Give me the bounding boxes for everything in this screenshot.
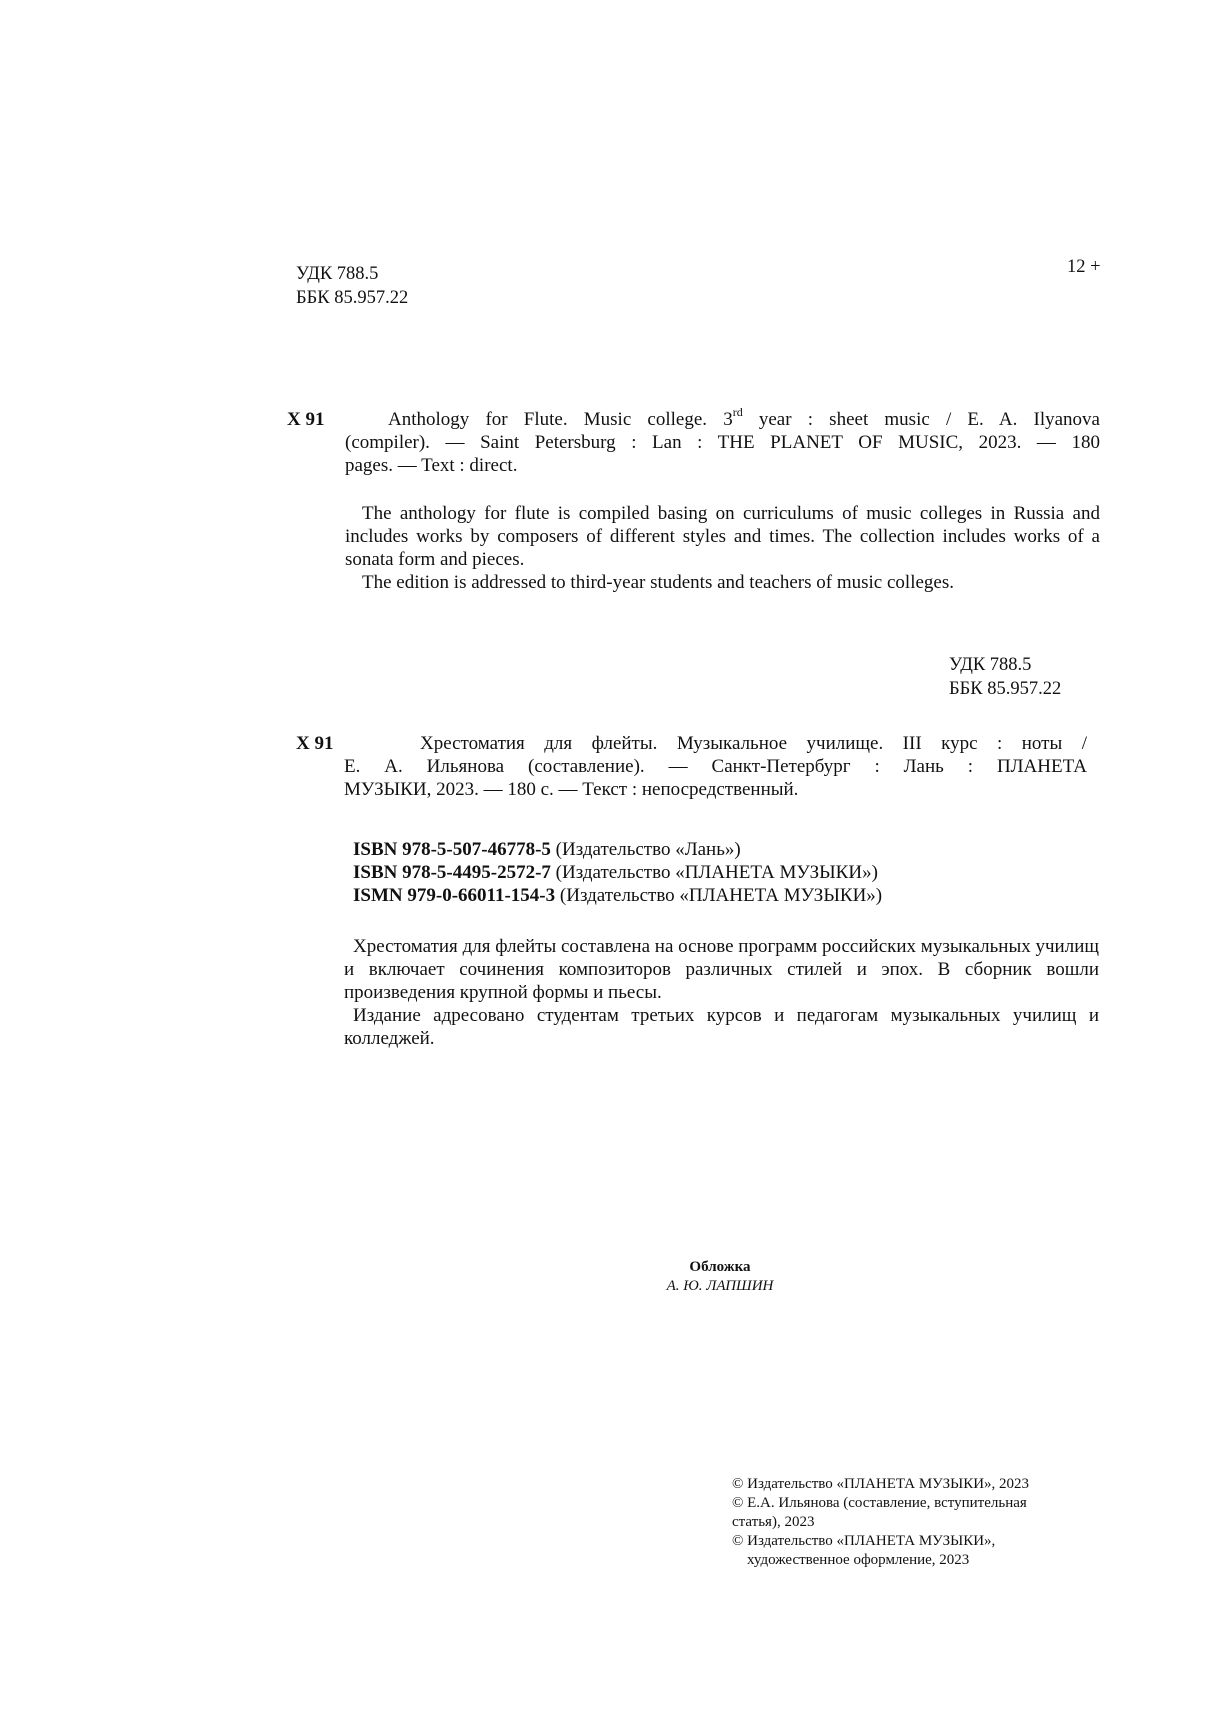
russian-entry-line-3: МУЗЫКИ, 2023. — 180 с. — Текст : непосредственный. (344, 779, 799, 800)
copyright-line-5: художественное оформление, 2023 (747, 1552, 970, 1568)
cover-credit (540, 1258, 900, 1296)
top-classification (296, 263, 408, 310)
english-entry-line-3: pages. — Text : direct. (345, 455, 518, 476)
isbn-planet-line (353, 861, 882, 884)
ismn-planet-publisher: (Издательство «ПЛАНЕТА МУЗЫКИ») (555, 885, 883, 906)
ismn-planet-code: ISMN 979-0-66011-154-3 (353, 885, 556, 906)
russian-abstract-p1: Хрестоматия для флейты составлена на основе программ российских музыкальных училищ и включает сочинения композиторов различных стилей и эпох. В сборник вошли произведения крупной формы и пьесы. (344, 936, 1099, 1003)
udk-code: УДК 788.5 (296, 264, 379, 284)
copyright-line-2: © Е.А. Ильянова (составление, вступительная (732, 1495, 1027, 1511)
isbn-block (353, 838, 882, 907)
russian-entry-line-2: Е. А. Ильянова (составление). — Санкт-Петербург : Лань : ПЛАНЕТА (344, 756, 1087, 777)
english-abstract (345, 502, 1100, 594)
english-entry-title: Anthology for Flute. Music college. 3 (388, 409, 733, 430)
isbn-lan-publisher: (Издательство «Лань») (550, 839, 741, 860)
isbn-lan-line (353, 838, 882, 861)
english-entry-sup: rd (732, 404, 743, 419)
russian-entry-line-1: Хрестоматия для флейты. Музыкальное училище. III курс : ноты / (420, 733, 1087, 754)
russian-abstract-p2: Издание адресовано студентам третьих курсов и педагогам музыкальных училищ и колледжей. (344, 1005, 1099, 1049)
russian-classification (949, 654, 1061, 701)
english-entry-title-rest: year : sheet music / E. A. Ilyanova (742, 409, 1100, 430)
russian-bibliographic-entry (344, 732, 1087, 801)
english-abstract-p2: The edition is addressed to third-year students and teachers of music colleges. (362, 572, 954, 593)
english-abstract-p1: The anthology for flute is compiled basing on curriculums of music colleges in Russia and includes works by composers of different styles and times. The collection includes works of a sonata form and pieces. (345, 503, 1100, 570)
russian-bbk-code: ББК 85.957.22 (949, 678, 1062, 699)
english-author-mark: Х 91 (287, 409, 325, 430)
isbn-planet-code: ISBN 978-5-4495-2572-7 (353, 862, 551, 883)
copyright-line-3: статья), 2023 (732, 1514, 815, 1530)
russian-author-mark: Х 91 (296, 733, 334, 754)
bbk-code: ББК 85.957.22 (296, 287, 409, 308)
copyright-line-1: © Издательство «ПЛАНЕТА МУЗЫКИ», 2023 (732, 1476, 1030, 1492)
russian-udk-code: УДК 788.5 (949, 655, 1032, 675)
english-entry-line-2: (compiler). — Saint Petersburg : Lan : THE PLANET OF MUSIC, 2023. — 180 (345, 432, 1100, 453)
isbn-planet-publisher: (Издательство «ПЛАНЕТА МУЗЫКИ») (550, 862, 878, 883)
ismn-planet-line (353, 884, 882, 907)
english-entry-line-1 (345, 404, 1100, 431)
copyright-line-4: © Издательство «ПЛАНЕТА МУЗЫКИ», (732, 1533, 996, 1549)
isbn-lan-code: ISBN 978-5-507-46778-5 (353, 839, 551, 860)
cover-artist: А. Ю. ЛАПШИН (666, 1278, 774, 1294)
copyright-block (732, 1475, 1029, 1570)
age-rating: 12 + (1067, 257, 1101, 277)
english-bibliographic-entry (345, 404, 1100, 477)
cover-label: Обложка (689, 1259, 751, 1275)
russian-abstract (344, 935, 1099, 1050)
